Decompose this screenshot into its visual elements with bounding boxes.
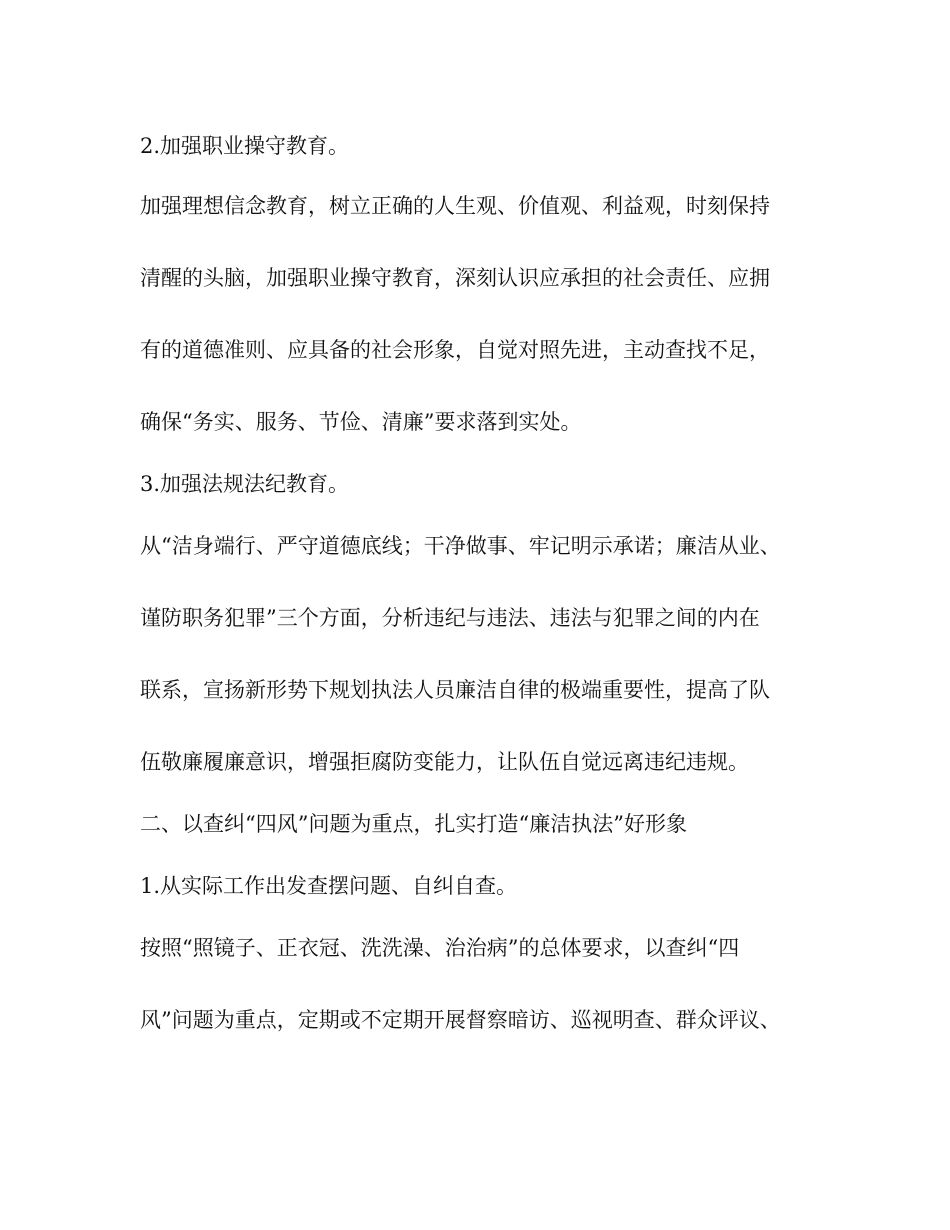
paragraph-line: 加强理想信念教育，树立正确的人生观、价值观、利益观，时刻保持: [140, 194, 770, 218]
section-heading-four-winds: 二、以查纠“四风”问题为重点，扎实打造“廉洁执法”好形象: [140, 812, 687, 836]
paragraph-line: 风”问题为重点，定期或不定期开展督察暗访、巡视明查、群众评议、: [140, 1008, 781, 1032]
paragraph-line: 清醒的头脑，加强职业操守教育，深刻认识应承担的社会责任、应拥: [140, 266, 770, 290]
paragraph-line: 确保“务实、服务、节俭、清廉”要求落到实处。: [140, 410, 582, 434]
paragraph-line: 联系，宣扬新形势下规划执法人员廉洁自律的极端重要性，提高了队: [140, 678, 770, 702]
subheading-professional-ethics: 2.加强职业操守教育。: [140, 134, 350, 158]
paragraph-line: 伍敬廉履廉意识，增强拒腐防变能力，让队伍自觉远离违纪违规。: [140, 750, 749, 774]
subheading-self-inspection: 1.从实际工作出发查摆问题、自纠自查。: [140, 874, 518, 898]
paragraph-line: 有的道德准则、应具备的社会形象，自觉对照先进，主动查找不足，: [140, 338, 770, 362]
paragraph-line: 从“洁身端行、严守道德底线；干净做事、牢记明示承诺；廉洁从业、: [140, 534, 781, 558]
paragraph-line: 谨防职务犯罪”三个方面，分析违纪与违法、违法与犯罪之间的内在: [140, 606, 760, 630]
subheading-law-education: 3.加强法规法纪教育。: [140, 472, 350, 496]
paragraph-line: 按照“照镜子、正衣冠、洗洗澡、治治病”的总体要求，以查纠“四: [140, 936, 740, 960]
